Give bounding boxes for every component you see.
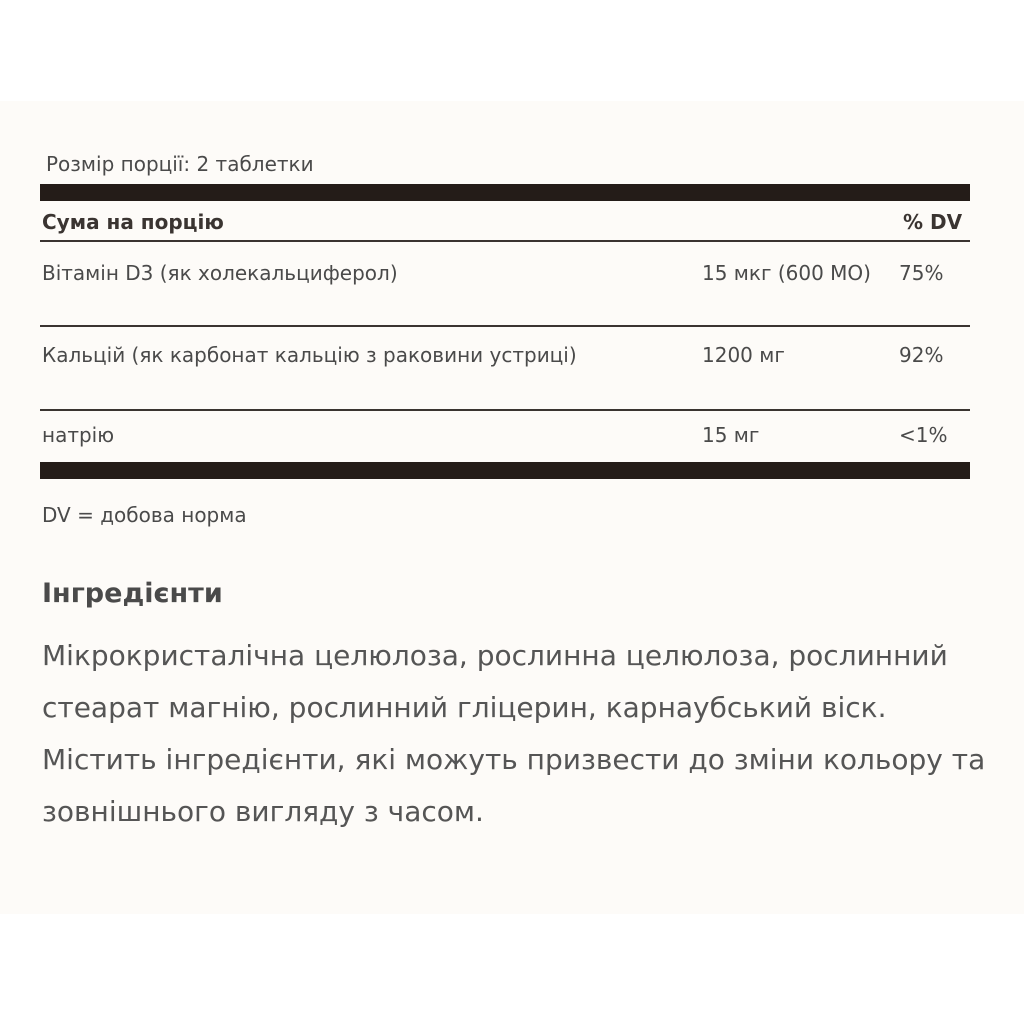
nutrient-amount-sodium: 15 мг — [702, 423, 760, 447]
amount-per-serving-header: Сума на порцію — [42, 210, 224, 234]
table-top-bar — [40, 184, 970, 201]
ingredients-title: Інгредієнти — [42, 578, 223, 609]
ingredients-text: Мікрокристалічна целюлоза, рослинна целюлоза, рослинний стеарат магнію, рослинний гліцерин, карнаубський віск. Містить інгредієнти, які можуть призвести до зміни кольору та зовнішнього вигляду з часом. — [42, 639, 986, 828]
divider — [40, 325, 970, 327]
nutrient-amount-vitamin-d3: 15 мкг (600 МО) — [702, 261, 871, 285]
nutrient-dv-vitamin-d3: 75% — [899, 261, 944, 285]
dv-header: % DV — [903, 210, 963, 234]
serving-size: Розмір порції: 2 таблетки — [46, 152, 314, 176]
table-bottom-bar — [40, 462, 970, 479]
dv-footnote: DV = добова норма — [42, 503, 247, 527]
nutrient-dv-sodium: <1% — [899, 423, 948, 447]
nutrient-name-sodium: натрію — [42, 423, 115, 447]
divider — [40, 409, 970, 411]
nutrient-name-calcium: Кальцій (як карбонат кальцію з раковини устриці) — [42, 343, 577, 367]
nutrient-name-vitamin-d3: Вітамін D3 (як холекальциферол) — [42, 261, 398, 285]
nutrient-dv-calcium: 92% — [899, 343, 944, 367]
nutrient-amount-calcium: 1200 мг — [702, 343, 785, 367]
divider — [40, 240, 970, 242]
